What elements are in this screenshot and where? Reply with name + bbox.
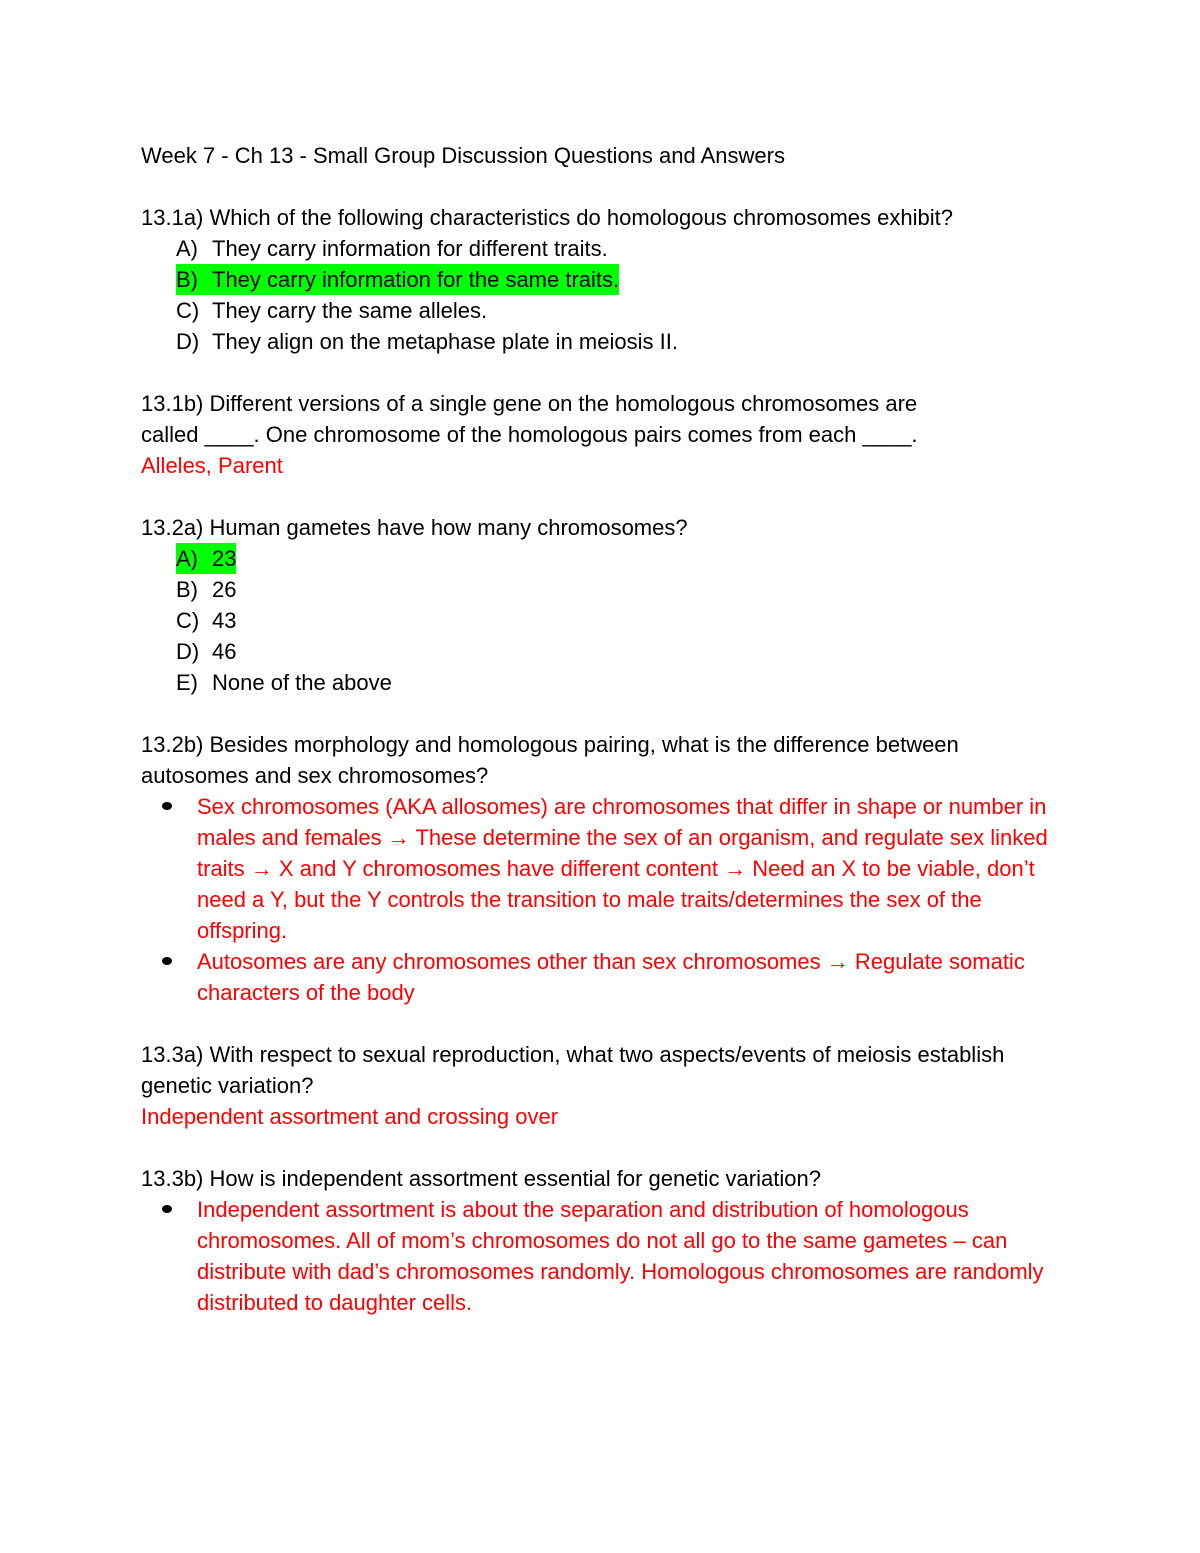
- answer-list-13-2b: [141, 791, 1076, 1008]
- option-d: [141, 326, 1076, 357]
- answer-13-1b: Alleles, Parent: [141, 453, 283, 478]
- option-letter: B): [176, 577, 198, 602]
- bullet-dot-icon: [162, 802, 172, 810]
- option-text: They carry the same alleles.: [212, 298, 488, 323]
- arrow-icon: →: [724, 856, 747, 881]
- option-a-correct: [141, 543, 1076, 574]
- document-title: Week 7 - Ch 13 - Small Group Discussion Questions and Answers: [141, 143, 785, 168]
- option-letter: B): [176, 264, 212, 295]
- question-13-1a: 13.1a) Which of the following characteristics do homologous chromosomes exhibit?: [141, 205, 953, 230]
- question-13-2a: 13.2a) Human gametes have how many chromosomes?: [141, 515, 688, 540]
- options-13-2a: [141, 543, 1076, 698]
- option-letter: A): [176, 236, 198, 261]
- answer-bullet: Independent assortment is about the separation and distribution of homologous chromosomes. All of mom’s chromosomes do not all go to the same gametes – can distribute with dad’s chromosomes randomly. Homologous chromosomes are randomly distributed to daughter cells.: [141, 1194, 1076, 1318]
- option-letter: C): [176, 608, 200, 633]
- option-text: 26: [212, 577, 237, 602]
- arrow-icon: →: [250, 856, 273, 881]
- question-13-1b-line1: 13.1b) Different versions of a single gene on the homologous chromosomes are: [141, 391, 918, 416]
- option-text: They align on the metaphase plate in meiosis II.: [212, 329, 678, 354]
- bullet-dot-icon: [162, 957, 172, 965]
- question-13-2b: 13.2b) Besides morphology and homologous pairing, what is the difference between autosomes and sex chromosomes?: [141, 732, 959, 788]
- options-13-1a: [141, 233, 1076, 357]
- option-text: 46: [212, 639, 237, 664]
- option-letter: E): [176, 670, 198, 695]
- option-c: [141, 605, 1076, 636]
- option-text: They carry information for different traits.: [212, 236, 608, 261]
- bullet-dot-icon: [162, 1205, 172, 1213]
- document-page: [141, 140, 1076, 1318]
- arrow-icon: →: [387, 825, 410, 850]
- option-text: 43: [212, 608, 237, 633]
- question-13-3b: 13.3b) How is independent assortment essential for genetic variation?: [141, 1166, 821, 1191]
- question-13-1b-line2: called ____. One chromosome of the homologous pairs comes from each ____.: [141, 422, 918, 447]
- question-13-3a: 13.3a) With respect to sexual reproduction, what two aspects/events of meiosis establish genetic variation?: [141, 1042, 1005, 1098]
- option-text: None of the above: [212, 670, 392, 695]
- arrow-icon: →: [826, 949, 849, 974]
- option-e: [141, 667, 1076, 698]
- option-b: [141, 574, 1076, 605]
- option-b-correct: [141, 264, 1076, 295]
- answer-bullet: Autosomes are any chromosomes other than sex chromosomes → Regulate somatic characters of the body: [141, 946, 1076, 1008]
- option-text: 23: [212, 546, 237, 571]
- option-letter: A): [176, 546, 198, 571]
- answer-list-13-3b: [141, 1194, 1076, 1318]
- option-letter: D): [176, 329, 200, 354]
- option-c: [141, 295, 1076, 326]
- option-text: They carry information for the same traits.: [212, 264, 619, 295]
- answer-13-3a: Independent assortment and crossing over: [141, 1104, 559, 1129]
- answer-bullet: Sex chromosomes (AKA allosomes) are chromosomes that differ in shape or number in males and females → These determine the sex of an organism, and regulate sex linked traits → X and Y chromosomes have different content → Need an X to be viable, don’t need a Y, but the Y controls the transition to male traits/determines the sex of the offspring.: [141, 791, 1076, 946]
- option-a: [141, 233, 1076, 264]
- option-d: [141, 636, 1076, 667]
- option-letter: C): [176, 298, 200, 323]
- option-letter: D): [176, 639, 200, 664]
